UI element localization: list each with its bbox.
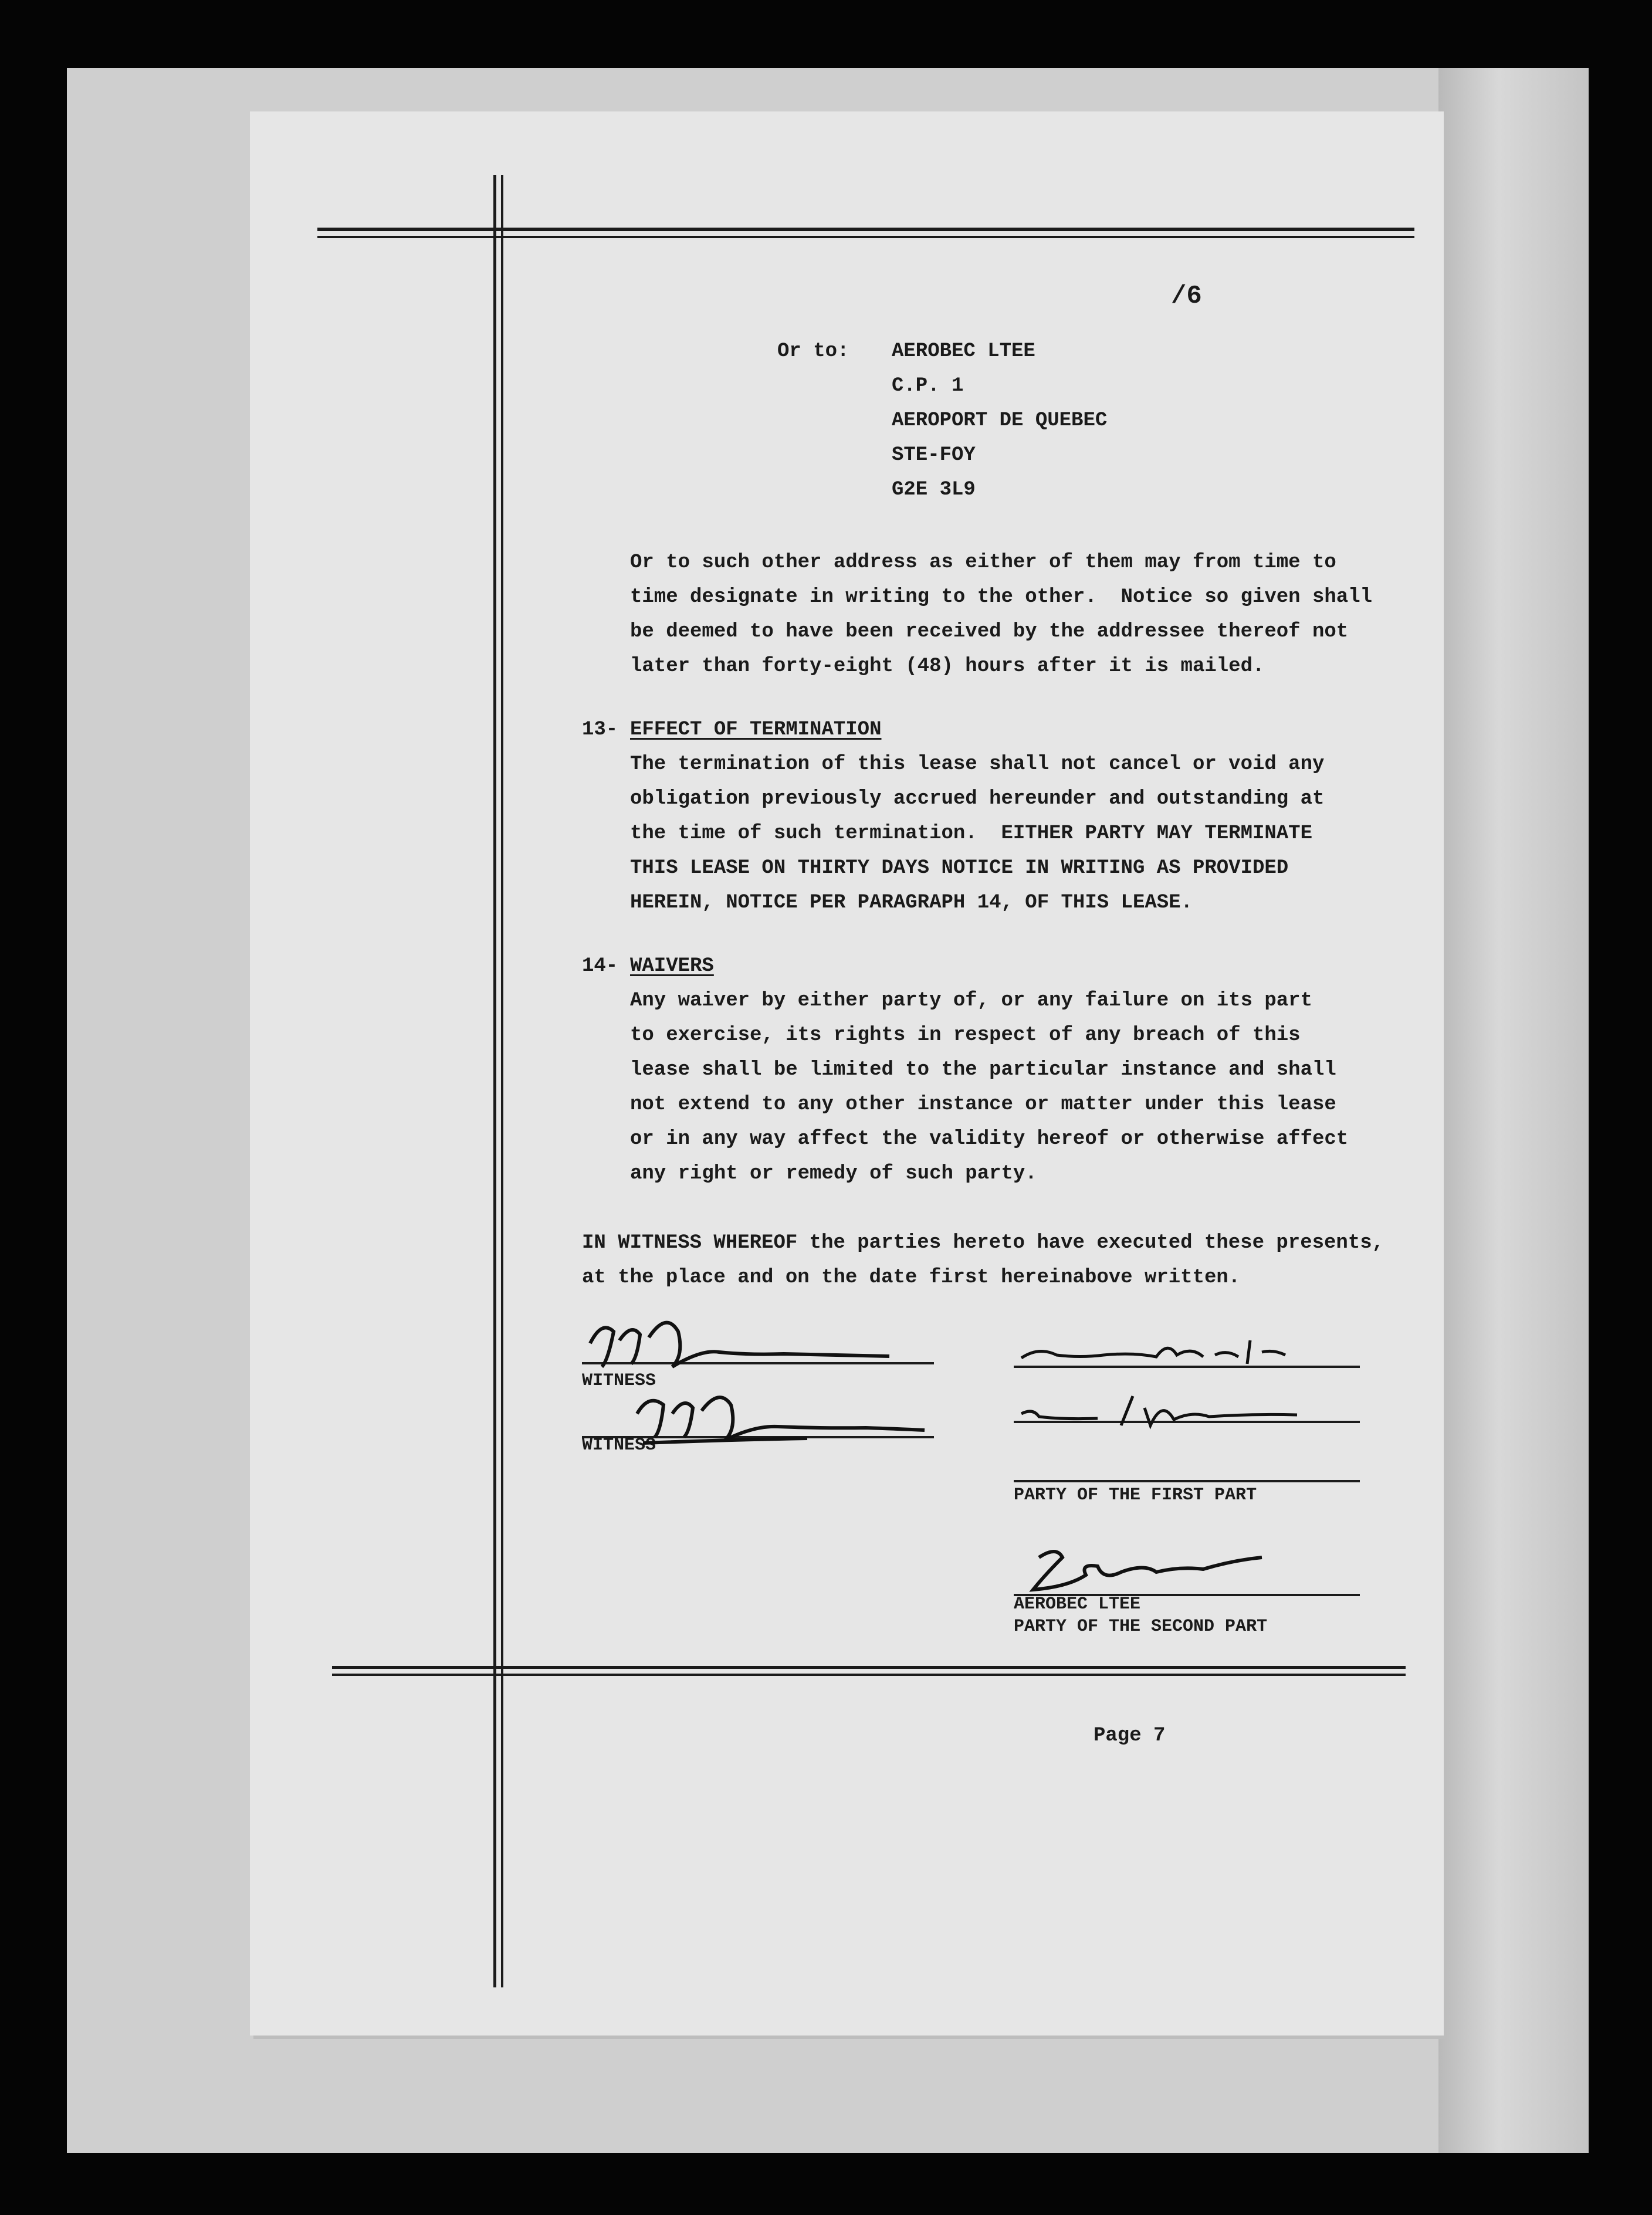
witness-signature-2 <box>631 1384 936 1449</box>
scan-edge-strip <box>1438 68 1589 2153</box>
document-page <box>250 111 1444 2036</box>
section-13-heading: EFFECT OF TERMINATION <box>630 719 882 741</box>
address-line: AEROBEC LTEE <box>892 340 1035 363</box>
paragraph-line: The termination of this lease shall not cancel or void any <box>630 753 1325 775</box>
address-line: G2E 3L9 <box>892 479 976 501</box>
margin-rule-2 <box>501 175 503 1987</box>
paragraph-line: at the place and on the date first hereinabove written. <box>582 1266 1241 1289</box>
second-party-signature <box>1015 1540 1309 1598</box>
top-rule-2 <box>317 236 1414 238</box>
first-party-label: PARTY OF THE FIRST PART <box>1014 1485 1257 1505</box>
paragraph-line: later than forty-eight (48) hours after it is mailed. <box>630 655 1265 678</box>
paragraph-line: time designate in writing to the other. Notice so given shall <box>630 586 1373 608</box>
section-13-number: 13- <box>582 719 618 741</box>
section-14-number: 14- <box>582 955 618 977</box>
address-block <box>892 334 1107 507</box>
first-party-signature-1 <box>1015 1323 1356 1370</box>
paragraph-line: the time of such termination. EITHER PARTY MAY TERMINATE <box>630 822 1312 845</box>
address-lead: Or to: <box>777 340 849 363</box>
witness-label-2: WITNESS <box>582 1435 656 1455</box>
witness-clause <box>582 1226 1384 1295</box>
paragraph-line: IN WITNESS WHEREOF the parties hereto have executed these presents, <box>582 1232 1384 1254</box>
section-13-body <box>630 747 1324 920</box>
address-line: C.P. 1 <box>892 375 964 397</box>
section-14-heading: WAIVERS <box>630 955 714 977</box>
top-rule-1 <box>317 228 1414 231</box>
first-party-signature-2 <box>1015 1384 1356 1431</box>
paragraph-line: HEREIN, NOTICE PER PARAGRAPH 14, OF THIS LEASE. <box>630 892 1193 914</box>
second-party-label: PARTY OF THE SECOND PART <box>1014 1617 1268 1637</box>
page-number: Page 7 <box>1094 1725 1166 1747</box>
paragraph-line: lease shall be limited to the particular instance and shall <box>630 1059 1336 1081</box>
paragraph-line: be deemed to have been received by the addressee thereof not <box>630 621 1349 643</box>
paragraph-line: THIS LEASE ON THIRTY DAYS NOTICE IN WRITING AS PROVIDED <box>630 857 1289 879</box>
witness-label-1: WITNESS <box>582 1371 656 1391</box>
paragraph-line: any right or remedy of such party. <box>630 1163 1037 1185</box>
notice-paragraph <box>630 546 1372 684</box>
section-14-body <box>630 984 1348 1191</box>
page-mark: /6 <box>1171 282 1202 311</box>
paragraph-line: Any waiver by either party of, or any failure on its part <box>630 990 1312 1012</box>
paragraph-line: Or to such other address as either of them may from time to <box>630 551 1336 574</box>
second-party-name: AEROBEC LTEE <box>1014 1594 1141 1614</box>
paragraph-line: obligation previously accrued hereunder and outstanding at <box>630 788 1325 810</box>
address-line: STE-FOY <box>892 444 976 466</box>
paragraph-line: not extend to any other instance or matter under this lease <box>630 1093 1336 1116</box>
margin-rule-1 <box>493 175 496 1987</box>
witness-signature-1 <box>584 1308 936 1379</box>
paragraph-line: or in any way affect the validity hereof or otherwise affect <box>630 1128 1349 1150</box>
paragraph-line: to exercise, its rights in respect of any breach of this <box>630 1024 1301 1046</box>
address-line: AEROPORT DE QUEBEC <box>892 409 1108 432</box>
